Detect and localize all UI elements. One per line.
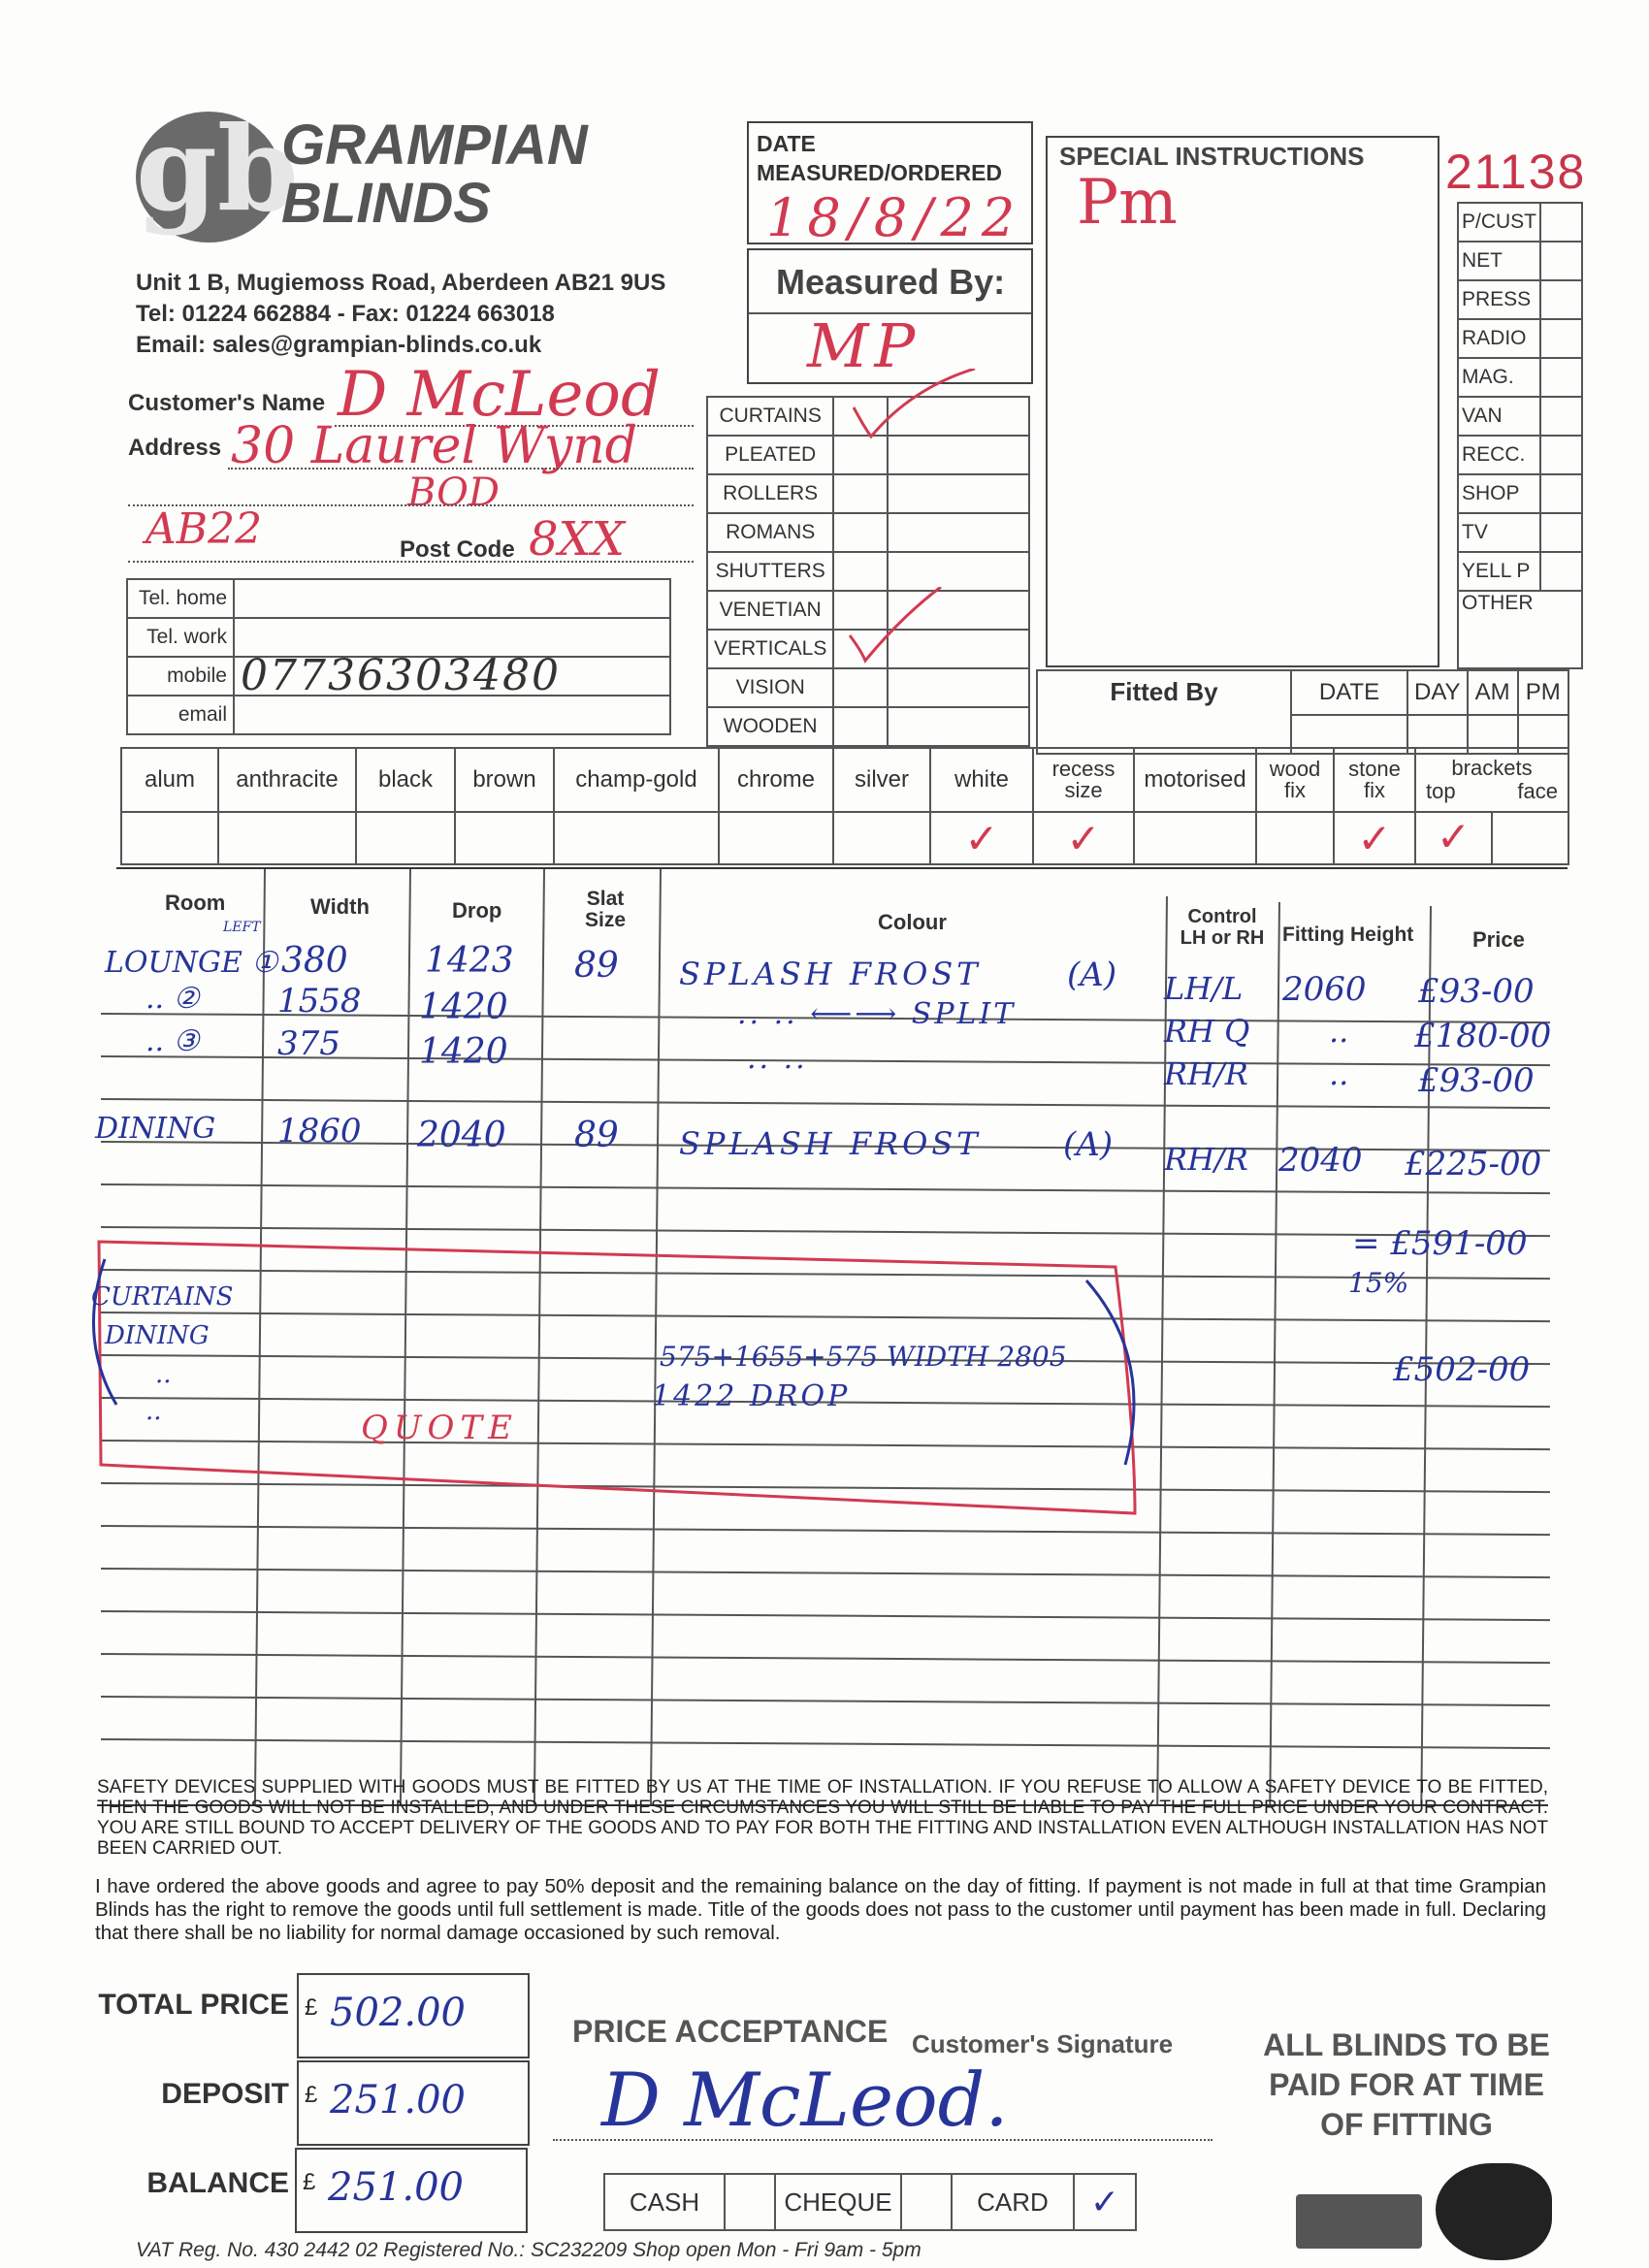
brackets-face-label: face [1517,779,1558,803]
measured-by-label: Measured By: [776,262,1006,302]
option-label: recess size [1033,748,1134,812]
source-label: RECC. [1458,436,1540,474]
fitted-am-label: AM [1468,670,1518,715]
fitted-date-label: DATE [1291,670,1407,715]
address-line1: 30 Laurel Wynd [231,417,637,475]
phone-value[interactable] [234,579,670,618]
measured-by-value[interactable]: MP [807,310,922,381]
row-control: RH Q [1164,1013,1250,1050]
product-type-label: VENETIAN [707,591,833,630]
currency-symbol: £ [305,2082,318,2108]
row-height: 2040 [1278,1141,1363,1180]
row-height: .. [1329,1013,1349,1050]
header-price: Price [1472,927,1525,952]
product-type-label: ROLLERS [707,474,833,513]
phone-label: mobile [127,657,234,696]
fitted-pm-label: PM [1518,670,1568,715]
check-mark-icon: ✓ [1089,2182,1120,2222]
measured-by-box [747,248,1033,384]
source-checkbox[interactable] [1540,436,1582,474]
row-drop: 2040 [417,1116,506,1155]
row-price: £225-00 [1405,1145,1542,1183]
product-type-label: SHUTTERS [707,552,833,591]
row-drop: 1420 [419,1032,508,1072]
source-label: NET [1458,242,1540,280]
row-control: RH/R [1164,1141,1248,1178]
option-checkbox[interactable] [356,812,455,864]
source-label: OTHER [1458,591,1582,668]
source-label: TV [1458,513,1540,552]
row-room: DINING [95,1112,216,1146]
brackets-label: brackets [1451,756,1533,780]
row-slat: 89 [574,946,619,986]
address-line3: AB22 [146,504,263,554]
option-label: alum [121,748,218,812]
row-mark: (A) [1063,1125,1114,1164]
option-label: silver [833,748,930,812]
row-price: £180-00 [1414,1017,1552,1055]
phone-value[interactable] [234,696,670,734]
option-checkbox[interactable] [1134,812,1256,864]
row-drop: 1423 [425,941,514,981]
product-type-checkbox[interactable] [888,513,1029,552]
address-line2: BOD [407,470,500,515]
company-email: Email: sales@grampian-blinds.co.uk [136,332,542,358]
curtains-price: £502-00 [1393,1350,1531,1389]
product-type-label: ROMANS [707,513,833,552]
row-height: 2060 [1282,970,1367,1009]
table-row-line [101,1696,1550,1706]
source-checkbox[interactable] [1540,242,1582,280]
option-checkbox[interactable] [121,812,218,864]
option-checkbox[interactable] [1256,812,1334,864]
table-row-line [101,1183,1550,1194]
product-type-label: CURTAINS [707,397,833,436]
payment-checkbox-cheque[interactable] [901,2174,952,2230]
source-checkbox[interactable] [1540,319,1582,358]
option-label: anthracite [218,748,356,812]
table-row-line [101,1738,1550,1749]
product-type-label: WOODEN [707,707,833,746]
company-logo-mark: gb [136,112,281,243]
customer-signature[interactable]: D McLeod. [601,2057,1009,2143]
product-type-checkbox[interactable] [833,668,888,707]
row-colour: .. .. [747,1042,808,1076]
header-drop: Drop [452,898,502,923]
deposit-value: 251.00 [330,2078,466,2122]
brackets-face-checkbox[interactable] [1493,813,1568,863]
product-type-checkbox[interactable] [888,552,1029,591]
quote-box-outline [87,1232,1154,1523]
product-type-checkbox[interactable] [833,513,888,552]
phone-label: Tel. work [127,618,234,657]
balance-value: 251.00 [328,2165,464,2210]
phone-label: Tel. home [127,579,234,618]
row-slat: 89 [574,1116,619,1155]
source-label: YELL P [1458,552,1540,591]
curtains-note-line: DINING [105,1321,210,1350]
form-number: 21138 [1445,145,1587,199]
total-price-value: 502.00 [330,1991,466,2035]
postcode-value: 8XX [529,512,625,567]
option-label: black [356,748,455,812]
brackets-top-checkbox[interactable] [1416,813,1493,863]
header-width: Width [310,894,370,919]
terms-safety: SAFETY DEVICES SUPPLIED WITH GOODS MUST BE FITTED BY US AT THE TIME OF INSTALLATION. IF YOU REFUSE TO ALLOW A SAFETY DEVICE TO BE FITTED, THEN THE GOODS WILL NOT BE INSTALLED, AND UNDER THESE CIRCUMSTANCES YOU WILL STILL BE LIABLE TO PAY THE FULL PRICE UNDER YOUR CONTRACT. YOU ARE STILL BOUND TO ACCEPT DELIVERY OF THE GOODS AND TO PAY FOR BOTH THE FITTING AND INSTALLATION EVEN ALTHOUGH INSTALLATION HAS NOT BEEN CARRIED OUT. [97,1777,1548,1859]
date-label: DATE MEASURED/ORDERED [757,131,1003,185]
product-type-label: VISION [707,668,833,707]
source-label: VAN [1458,397,1540,436]
table-row-line [101,1525,1550,1536]
terms-payment: I have ordered the above goods and agree to pay 50% deposit and the remaining balance on the day of fitting. If payment is not made in full at that time Grampian Blinds has the right to remove the goods until full settlement is made. Title of the goods does not pass to the customer until payment has been made in full. Declaring that there shall be no liability for normal damage occasioned by such removal. [95,1875,1546,1944]
curtains-measure: 575+1655+575 WIDTH 2805 [660,1341,1067,1373]
header-fitting-height: Fitting Height [1282,923,1414,946]
source-label: P/CUST [1458,203,1540,242]
table-row-line [101,1653,1550,1664]
brackets-header [1415,748,1568,812]
option-label: chrome [719,748,833,812]
product-type-checkbox[interactable] [888,474,1029,513]
options-table [120,747,1569,865]
source-checkbox[interactable] [1540,358,1582,397]
check-mark-icon: ✓ [964,814,999,862]
header-control: Control LH or RH [1180,906,1265,949]
source-checkbox[interactable] [1540,474,1582,513]
left-note: LEFT [223,920,261,935]
footer-registration: VAT Reg. No. 430 2442 02 Registered No.: SC232209 Shop open Mon - Fri 9am - 5pm [136,2239,922,2261]
row-control: RH/R [1164,1055,1248,1092]
product-type-checkbox[interactable] [833,474,888,513]
curtains-note-line: .. [155,1360,172,1389]
row-mark: (A) [1067,956,1117,994]
option-label: motorised [1134,748,1256,812]
balance-box[interactable] [295,2148,528,2233]
total-price-label: TOTAL PRICE [98,1989,289,2021]
product-type-checkbox[interactable] [888,707,1029,746]
date-value[interactable]: 18/8/22 [766,187,1023,248]
check-mark-icon: ✓ [1436,813,1471,860]
table-row-line [101,1610,1550,1621]
payment-checkbox-card[interactable] [1074,2174,1136,2230]
deposit-label: DEPOSIT [161,2078,289,2110]
payment-label: CARD [952,2174,1074,2230]
quote-note: QUOTE [361,1409,518,1447]
source-checkbox[interactable] [1540,397,1582,436]
header-room: Room [165,891,226,915]
option-label: white [930,748,1033,812]
row-price: £93-00 [1418,972,1535,1011]
special-instructions-label: SPECIAL INSTRUCTIONS [1059,142,1365,171]
row-width: 1860 [277,1112,362,1150]
currency-symbol: £ [303,2169,316,2195]
row-drop: 1420 [419,988,508,1027]
row-room: .. ③ [146,1024,200,1058]
product-type-label: PLEATED [707,436,833,474]
special-instructions-box [1046,136,1439,667]
curtains-check-mark [844,369,980,446]
source-checkbox[interactable] [1540,280,1582,319]
product-type-checkbox[interactable] [833,707,888,746]
check-mark-icon: ✓ [1066,814,1101,862]
source-label: RADIO [1458,319,1540,358]
balance-label: BALANCE [146,2167,289,2199]
curtains-drop: 1422 DROP [652,1379,851,1413]
row-colour: .. .. ⟵⟶ SPLIT [737,997,1017,1031]
row-width: 375 [277,1024,340,1063]
option-checkbox[interactable] [833,812,930,864]
special-instructions-value[interactable]: Pm [1077,167,1178,239]
price-acceptance-label: PRICE ACCEPTANCE [572,2014,889,2049]
product-type-label: VERTICALS [707,630,833,668]
company-phone: Tel: 01224 662884 - Fax: 01224 663018 [136,301,555,327]
row-colour: SPLASH FROST [679,1125,982,1162]
total-price-box[interactable] [297,1973,530,2058]
row-room: LOUNGE ① [105,946,278,980]
row-colour: SPLASH FROST [679,956,982,992]
association-logo [1296,2194,1422,2249]
company-name-line2: BLINDS [281,172,491,235]
product-type-checkbox[interactable] [833,552,888,591]
header-colour: Colour [878,910,947,934]
source-label: SHOP [1458,474,1540,513]
product-type-checkbox[interactable] [888,668,1029,707]
option-checkbox[interactable] [218,812,356,864]
brackets-top-label: top [1426,779,1456,803]
option-checkbox-stone-fix[interactable] [1334,812,1415,864]
option-checkbox-white[interactable] [930,812,1033,864]
header-slat-size: Slat Size [584,888,627,931]
brackets-checkboxes [1415,812,1568,864]
date-box [747,121,1033,248]
company-name-line1: GRAMPIAN [281,113,588,177]
row-control: LH/L [1164,970,1244,1007]
postcode-label: Post Code [400,536,515,563]
address-label: Address [128,435,222,461]
check-mark-icon: ✓ [1357,814,1392,862]
phone-value[interactable]: 07736303480 [234,657,670,696]
ink-smudge [1436,2163,1552,2260]
deposit-box[interactable] [297,2060,530,2146]
company-address: Unit 1 B, Mugiemoss Road, Aberdeen AB21 9US [136,270,666,296]
row-price: £93-00 [1418,1061,1535,1100]
payment-notice: ALL BLINDS TO BE PAID FOR AT TIME OF FITTING [1263,2027,1550,2142]
subtotal: = £591-00 [1352,1224,1528,1263]
customer-signature-label: Customer's Signature [912,2029,1174,2058]
product-type-table [706,396,1030,747]
row-width: 1558 [277,982,362,1021]
curtains-note-line: CURTAINS [91,1282,234,1312]
payment-method-table [603,2173,1137,2231]
source-table [1457,202,1583,669]
option-checkbox-recess[interactable] [1033,812,1134,864]
company-name [281,113,588,235]
currency-symbol: £ [305,1994,318,2021]
option-checkbox[interactable] [455,812,554,864]
option-checkbox[interactable] [554,812,719,864]
source-label: PRESS [1458,280,1540,319]
table-row-line [101,1568,1550,1578]
source-label: MAG. [1458,358,1540,397]
source-checkbox[interactable] [1540,513,1582,552]
option-checkbox[interactable] [719,812,833,864]
phone-label: email [127,696,234,734]
source-checkbox[interactable] [1540,203,1582,242]
payment-checkbox-cash[interactable] [725,2174,775,2230]
source-checkbox[interactable] [1540,552,1582,591]
row-room: .. ② [146,982,200,1016]
payment-label: CASH [604,2174,725,2230]
curtains-note-line: .. [146,1397,162,1426]
fitted-day-label: DAY [1407,670,1468,715]
customer-name-value: D McLeod [338,359,661,431]
option-label: champ-gold [554,748,719,812]
phone-table [126,578,671,735]
fitted-by-table [1036,669,1569,755]
table-row-line [101,1098,1550,1109]
row-width: 380 [281,941,348,981]
option-label: wood fix [1256,748,1334,812]
customer-name-label: Customer's Name [128,390,326,416]
discount: 15% [1348,1267,1409,1299]
row-height: .. [1329,1055,1349,1092]
verticals-check-mark [844,587,951,664]
option-label: stone fix [1334,748,1415,812]
option-label: brown [455,748,554,812]
fitted-by-label: Fitted By [1037,670,1291,754]
payment-label: CHEQUE [775,2174,901,2230]
